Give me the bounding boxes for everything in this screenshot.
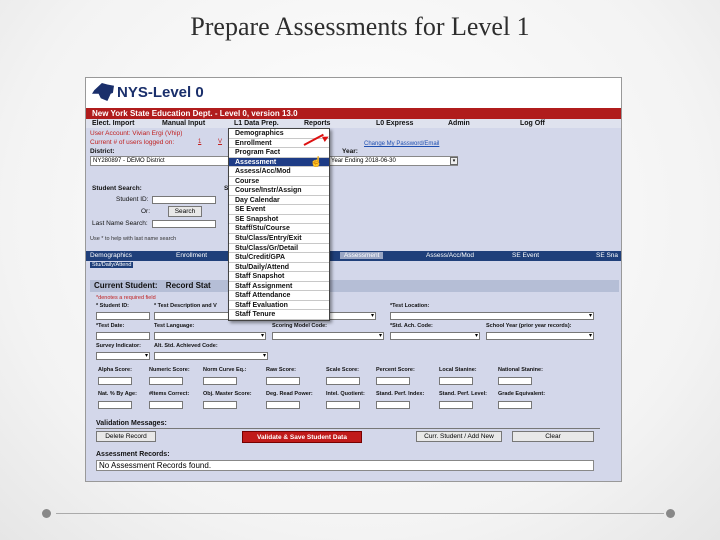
current-student-label: Current Student:	[94, 281, 158, 290]
stand-perf-index-input[interactable]	[376, 401, 410, 409]
student-id-field-label: * Student ID:	[96, 303, 129, 309]
survey-select[interactable]	[96, 352, 150, 360]
scale-score-label: Scale Score:	[326, 367, 360, 373]
required-note: *denotes a required field	[96, 295, 156, 301]
dropdown-item-assessment[interactable]: Assessment	[229, 158, 329, 168]
obj-master-input[interactable]	[203, 401, 237, 409]
tab-assess-acc-mod[interactable]: Assess/Acc/Mod	[426, 252, 475, 259]
student-id-input[interactable]	[152, 196, 216, 204]
tab-demographics[interactable]: Demographics	[90, 252, 132, 259]
test-location-select[interactable]	[390, 312, 594, 320]
intel-quotient-input[interactable]	[326, 401, 360, 409]
assessment-records-box: No Assessment Records found.	[96, 460, 594, 471]
stand-perf-level-label: Stand. Perf. Level:	[439, 391, 487, 397]
items-correct-label: #Items Correct:	[149, 391, 190, 397]
dropdown-item[interactable]: Stu/Class/Entry/Exit	[229, 234, 329, 244]
slide-title: Prepare Assessments for Level 1	[190, 12, 530, 41]
dropdown-item[interactable]: SE Event	[229, 205, 329, 215]
dropdown-item[interactable]: Program Fact	[229, 148, 329, 158]
raw-score-label: Raw Score:	[266, 367, 296, 373]
alt-std-label: Alt. Std. Achieved Code:	[154, 343, 218, 349]
last-name-label: Last Name Search:	[92, 220, 148, 227]
record-status-label: Record Stat	[165, 281, 211, 290]
national-stanine-label: National Stanine:	[498, 367, 543, 373]
school-year-select[interactable]	[486, 332, 594, 340]
dropdown-item[interactable]: Assess/Acc/Mod	[229, 167, 329, 177]
clear-button[interactable]: Clear	[512, 431, 594, 442]
search-button[interactable]: Search	[168, 206, 202, 217]
user-account: User Account: Vivian Ergi (Vhip)	[90, 130, 183, 137]
dropdown-item[interactable]: Staff Snapshot	[229, 272, 329, 282]
student-id-field[interactable]	[96, 312, 150, 320]
dropdown-item[interactable]: Staff Evaluation	[229, 301, 329, 311]
tab-enrollment[interactable]: Enrollment	[176, 252, 208, 259]
norm-curve-input[interactable]	[203, 377, 237, 385]
national-stanine-input[interactable]	[498, 377, 532, 385]
assessment-form	[86, 261, 622, 482]
dropdown-item[interactable]: Stu/Daily/Attend	[229, 263, 329, 273]
percent-score-label: Percent Score:	[376, 367, 415, 373]
assessment-records-label: Assessment Records:	[96, 451, 170, 458]
tab-nav	[86, 251, 622, 261]
app-logo	[92, 82, 204, 102]
validate-save-button[interactable]: Validate & Save Student Data	[242, 431, 362, 443]
test-location-label: *Test Location:	[390, 303, 430, 309]
nat-pct-age-input[interactable]	[98, 401, 132, 409]
school-year-label: School Year (prior year records):	[486, 323, 572, 329]
delete-record-button[interactable]: Delete Record	[96, 431, 156, 442]
menu-manual-input[interactable]: Manual Input	[162, 120, 206, 127]
footer-dot-left	[42, 509, 51, 518]
current-users-count[interactable]: 1	[198, 139, 202, 145]
dropdown-item[interactable]: Enrollment	[229, 139, 329, 149]
dropdown-item[interactable]: Staff Assignment	[229, 282, 329, 292]
grade-equivalent-label: Grade Equivalent:	[498, 391, 546, 397]
alpha-score-label: Alpha Score:	[98, 367, 132, 373]
dropdown-item[interactable]: Course/Instr/Assign	[229, 186, 329, 196]
test-date-label: *Test Date:	[96, 323, 125, 329]
menu-log-off[interactable]: Log Off	[520, 120, 545, 127]
mouse-pointer-icon: ☝	[310, 157, 323, 168]
dropdown-item[interactable]: Day Calendar	[229, 196, 329, 206]
tab-stu-daily-attend[interactable]: Stu/Daily/Attend	[92, 262, 132, 268]
dropdown-item[interactable]: SE Snapshot	[229, 215, 329, 225]
ny-state-icon	[92, 83, 114, 101]
test-language-select[interactable]	[154, 332, 266, 340]
logo-text: NYS-Level 0	[117, 83, 204, 101]
nat-pct-age-label: Nat. % By Age:	[98, 391, 137, 397]
footer-line	[56, 513, 664, 514]
deg-read-power-input[interactable]	[266, 401, 300, 409]
app-screenshot	[85, 77, 622, 482]
local-stanine-input[interactable]	[439, 377, 473, 385]
menu-elect-import[interactable]: Elect. Import	[92, 120, 135, 127]
app-banner: New York State Education Dept. - Level 0, version 13.0	[86, 108, 622, 119]
dropdown-item[interactable]: Staff/Stu/Course	[229, 224, 329, 234]
tab-se-event[interactable]: SE Event	[512, 252, 540, 259]
year-dropdown-icon[interactable]: ▾	[450, 157, 458, 165]
obj-master-label: Obj. Master Score:	[203, 391, 252, 397]
menu-l1-data-prep[interactable]: L1 Data Prep.	[234, 120, 279, 127]
current-users-label: Current # of users logged on:	[90, 139, 175, 146]
local-stanine-label: Local Stanine:	[439, 367, 477, 373]
numeric-score-label: Numeric Score:	[149, 367, 190, 373]
percent-score-input[interactable]	[376, 377, 410, 385]
menu-bar	[86, 119, 622, 128]
std-ach-select[interactable]	[390, 332, 480, 340]
grade-equivalent-input[interactable]	[498, 401, 532, 409]
intel-quotient-label: Intel. Quotient:	[326, 391, 365, 397]
tab-se-snapshot[interactable]: SE Sna	[596, 252, 619, 259]
dropdown-item[interactable]: Staff Tenure	[229, 310, 329, 320]
menu-l0-express[interactable]: L0 Express	[376, 120, 414, 127]
student-id-label: Student ID:	[116, 196, 149, 203]
validation-label: Validation Messages:	[96, 420, 167, 427]
top-panel	[86, 119, 622, 251]
district-label: District:	[90, 148, 115, 155]
current-users-link[interactable]: V	[218, 139, 223, 145]
test-language-label: Test Language:	[154, 323, 195, 329]
scoring-model-select[interactable]	[272, 332, 384, 340]
deg-read-power-label: Deg. Read Power:	[266, 391, 313, 397]
stand-perf-level-input[interactable]	[439, 401, 473, 409]
survey-label: Survey Indicator:	[96, 343, 141, 349]
footer-dot-right	[666, 509, 675, 518]
items-correct-input[interactable]	[149, 401, 183, 409]
menu-admin[interactable]: Admin	[448, 120, 470, 127]
dropdown-item[interactable]: Course	[229, 177, 329, 187]
year-label: Year:	[342, 148, 358, 155]
dropdown-item[interactable]: Demographics	[229, 129, 329, 139]
year-select[interactable]: Year Ending 2018-06-30	[328, 156, 458, 166]
change-password-link[interactable]: Change My Password/Email	[364, 141, 440, 147]
search-s-letter: S	[224, 185, 229, 192]
menu-reports[interactable]: Reports	[304, 120, 331, 127]
validation-divider	[96, 428, 600, 429]
stand-perf-index-label: Stand. Perf. Index:	[376, 391, 425, 397]
raw-score-input[interactable]	[266, 377, 300, 385]
current-student-header	[90, 280, 619, 292]
curr-student-add-new-button[interactable]: Curr. Student / Add New	[416, 431, 502, 442]
scoring-model-label: Scoring Model Code:	[272, 323, 327, 329]
alt-std-select[interactable]	[154, 352, 268, 360]
test-date-input[interactable]	[96, 332, 150, 340]
tab-assessment[interactable]: Assessment	[340, 252, 383, 259]
std-ach-label: *Std. Ach. Code:	[390, 323, 433, 329]
dropdown-item[interactable]: Stu/Class/Gr/Detail	[229, 244, 329, 254]
student-search-label: Student Search:	[92, 185, 142, 192]
alpha-score-input[interactable]	[98, 377, 132, 385]
last-name-input[interactable]	[152, 220, 216, 228]
or-label: Or:	[141, 208, 151, 215]
search-hint: Use * to help with last name search	[90, 236, 177, 242]
scale-score-input[interactable]	[326, 377, 360, 385]
dropdown-item[interactable]: Staff Attendance	[229, 291, 329, 301]
numeric-score-input[interactable]	[149, 377, 183, 385]
norm-curve-label: Norm Curve Eq.:	[203, 367, 247, 373]
dropdown-item[interactable]: Stu/Credit/GPA	[229, 253, 329, 263]
district-select[interactable]: NY280897 - DEMO District	[90, 156, 230, 166]
test-desc-label: * Test Description and V	[154, 303, 217, 309]
